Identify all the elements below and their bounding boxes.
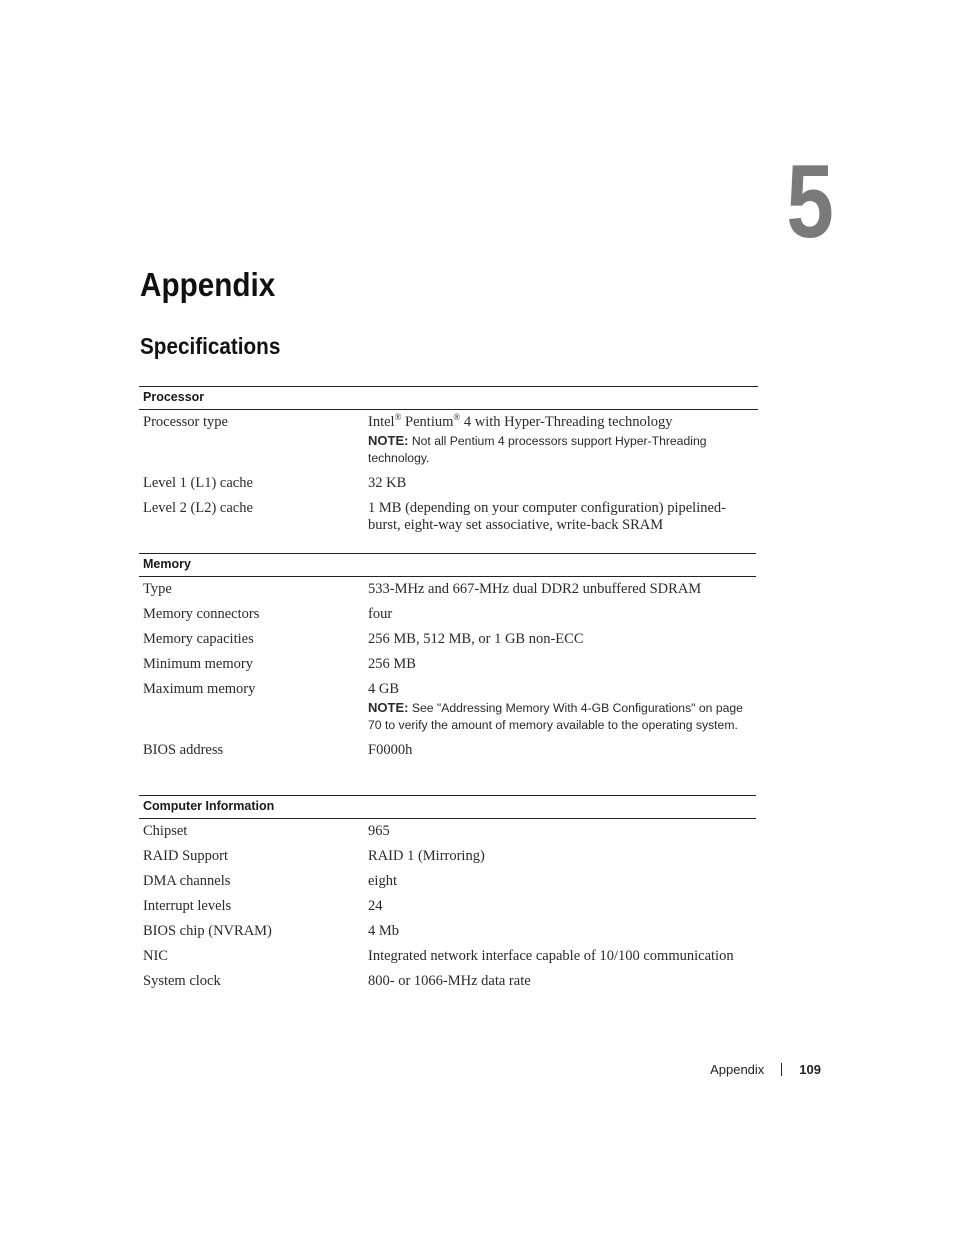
footer-divider [781,1063,782,1076]
row-label: RAID Support [143,848,228,864]
row-value: 32 KB [368,475,407,491]
row-label: Chipset [143,823,188,839]
footer-section: Appendix [710,1062,765,1077]
table-row [139,606,756,623]
table-row [139,475,758,492]
value-text: Pentium [401,414,454,430]
table-row [139,873,756,890]
table-row [139,414,758,467]
note [368,432,758,467]
registered-mark: ® [453,412,461,423]
row-label: Level 2 (L2) cache [143,500,253,516]
row-value: 256 MB, 512 MB, or 1 GB non-ECC [368,631,584,647]
row-value: 800- or 1066-MHz data rate [368,973,531,989]
row-value: 4 Mb [368,923,400,939]
row-value: 965 [368,823,390,839]
processor-table [139,386,758,534]
row-label: System clock [143,973,221,989]
row-label: Interrupt levels [143,898,232,914]
table-row [139,973,756,990]
row-label: Processor type [143,414,228,430]
table-row [139,898,756,915]
row-label: BIOS address [143,742,224,758]
row-value: F0000h [368,742,413,758]
row-label: Memory connectors [143,606,260,622]
chapter-number: 5 [786,144,834,260]
row-label: Type [143,581,172,597]
row-value: 533-MHz and 667-MHz dual DDR2 unbuffered SDRAM [368,581,702,597]
table-row [139,656,756,673]
value-text: Intel [368,414,395,430]
page-footer [710,1062,821,1077]
note [368,699,756,734]
row-value: 1 MB (depending on your computer configuration) pipelined-burst, eight-way set associative, write-back SRAM [368,500,726,533]
row-value: RAID 1 (Mirroring) [368,848,485,864]
table-heading: Processor [139,386,758,410]
value-text: 4 with Hyper-Threading technology [460,414,673,430]
note-text: See "Addressing Memory With 4-GB Configurations" on page 70 to verify the amount of memory available to the operating system. [368,701,743,732]
table-row [139,848,756,865]
note-text: Not all Pentium 4 processors support Hyper-Threading technology. [368,434,707,465]
registered-mark: ® [394,412,402,423]
row-label: Level 1 (L1) cache [143,475,253,491]
table-row [139,500,758,534]
table-heading: Computer Information [139,795,756,819]
table-row [139,581,756,598]
note-label: NOTE: [368,700,409,715]
table-row [139,823,756,840]
note-label: NOTE: [368,433,409,448]
table-row [139,742,756,759]
table-row [139,681,756,734]
value-text: 4 GB [368,681,400,697]
page-number: 109 [799,1062,821,1077]
row-value [368,414,758,467]
memory-table [139,553,756,759]
row-value: 24 [368,898,383,914]
computer-information-table [139,795,756,990]
row-value: Integrated network interface capable of 10/100 communication [368,948,734,964]
row-value: eight [368,873,397,889]
chapter-title: Appendix [140,266,276,303]
row-value [368,681,756,734]
row-value: four [368,606,393,622]
table-row [139,923,756,940]
row-label: Minimum memory [143,656,253,672]
row-label: NIC [143,948,168,964]
table-row [139,631,756,648]
row-value: 256 MB [368,656,416,672]
row-label: Maximum memory [143,681,256,697]
row-label: Memory capacities [143,631,254,647]
row-label: BIOS chip (NVRAM) [143,923,272,939]
section-title: Specifications [140,333,281,359]
table-heading: Memory [139,553,756,577]
row-label: DMA channels [143,873,231,889]
table-row [139,948,756,965]
